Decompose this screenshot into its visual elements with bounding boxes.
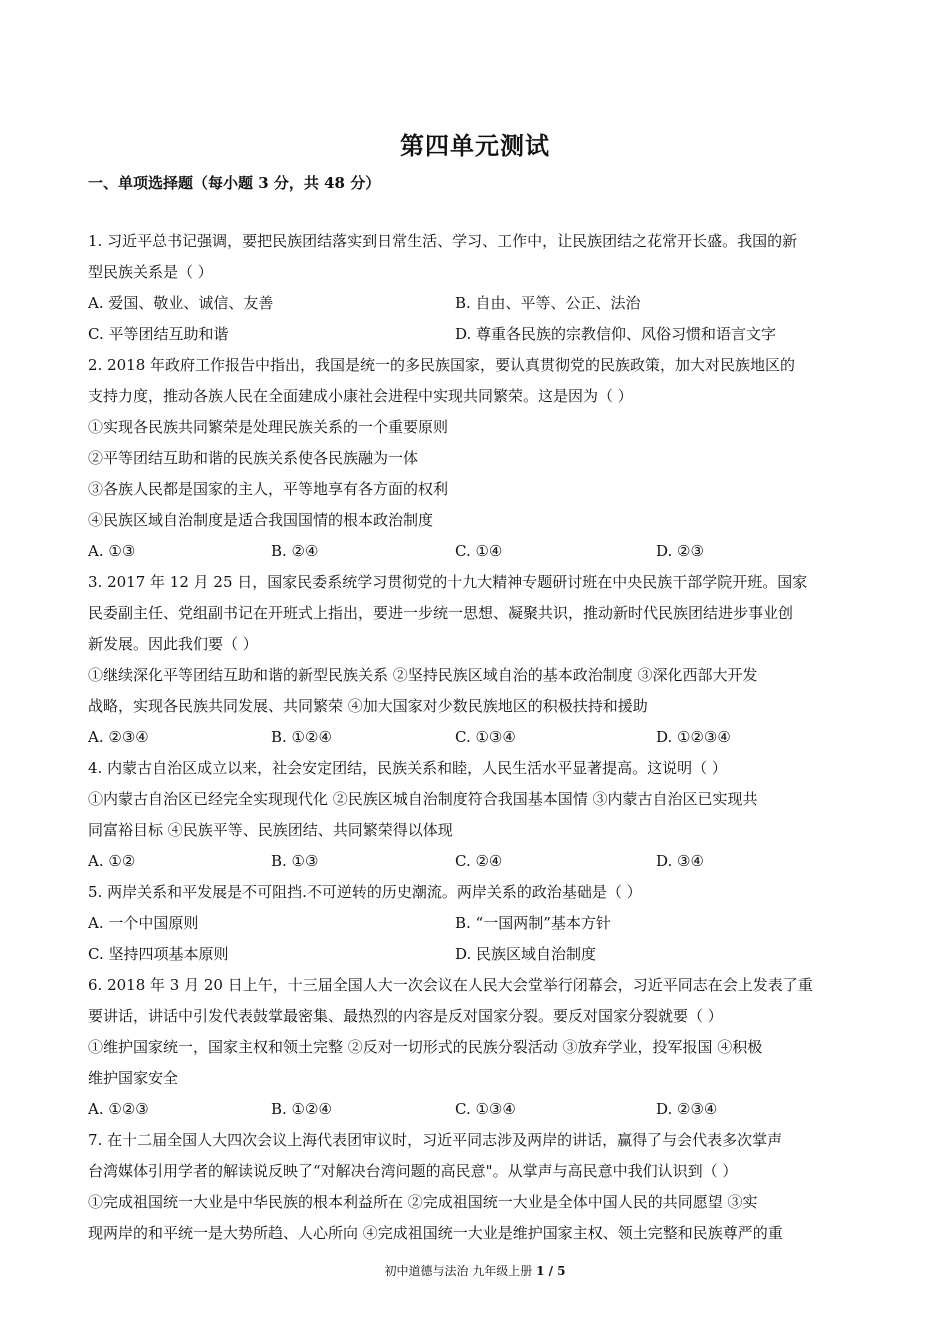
question-6-line-2: 要讲话，讲话中引发代表鼓掌最密集、最热烈的内容是反对国家分裂。要反对国家分裂就要（ ） [88, 1007, 723, 1025]
question-6-option-a: A. ①②③ [88, 1100, 149, 1118]
question-4-option-c: C. ②④ [455, 852, 503, 870]
question-5-line-1: 5. 两岸关系和平发展是不可阻挡.不可逆转的历史潮流。两岸关系的政治基础是（ ） [88, 883, 642, 901]
question-1-line-2: 型民族关系是（ ） [88, 263, 213, 281]
question-4-option-b: B. ①③ [271, 852, 319, 870]
page-title: 第四单元测试 [400, 131, 550, 160]
question-2-option-d: D. ②③ [656, 542, 704, 560]
question-7-line-4: 现两岸的和平统一是大势所趋、人心所向 ④完成祖国统一大业是维护国家主权、领土完整和民族尊严的重 [88, 1224, 783, 1242]
question-3-line-1: 3. 2017 年 12 月 25 日，国家民委系统学习贯彻党的十九大精神专题研讨班在中央民族干部学院开班。国家 [88, 573, 808, 591]
question-2-line-2: 支持力度，推动各族人民在全面建成小康社会进程中实现共同繁荣。这是因为（ ） [88, 387, 633, 405]
question-6-line-3: ①维护国家统一，国家主权和领土完整 ②反对一切形式的民族分裂活动 ③放弃学业，投军报国 ④积极 [88, 1038, 763, 1056]
question-6-line-4: 维护国家安全 [88, 1069, 179, 1087]
question-4-option-d: D. ③④ [656, 852, 704, 870]
question-4-line-1: 4. 内蒙古自治区成立以来，社会安定团结，民族关系和睦，人民生活水平显著提高。这说明（ ） [88, 759, 727, 777]
question-1-option-a: A. 爱国、敬业、诚信、友善 [88, 294, 274, 312]
question-3-line-5: 战略，实现各民族共同发展、共同繁荣 ④加大国家对少数民族地区的积极扶持和援助 [88, 697, 648, 715]
question-6-line-1: 6. 2018 年 3 月 20 日上午，十三届全国人大一次会议在人民大会堂举行闭幕会，习近平同志在会上发表了重 [88, 976, 813, 994]
question-5-option-d: D. 民族区域自治制度 [455, 945, 597, 963]
question-3-option-a: A. ②③④ [88, 728, 149, 746]
question-5-option-b: B. “一国两制”基本方针 [455, 914, 611, 932]
question-5-option-a: A. 一个中国原则 [88, 914, 199, 932]
question-3-line-2: 民委副主任、党组副书记在开班式上指出，要进一步统一思想、凝聚共识，推动新时代民族团结进步事业创 [88, 604, 794, 622]
question-1-option-c: C. 平等团结互助和谐 [88, 325, 229, 343]
question-5-option-c: C. 坚持四项基本原则 [88, 945, 229, 963]
question-7-line-3: ①完成祖国统一大业是中华民族的根本利益所在 ②完成祖国统一大业是全体中国人民的共同愿望 ③实 [88, 1193, 758, 1211]
question-4-line-3: 同富裕目标 ④民族平等、民族团结、共同繁荣得以体现 [88, 821, 453, 839]
question-3-option-b: B. ①②④ [271, 728, 332, 746]
question-1-option-b: B. 自由、平等、公正、法治 [455, 294, 641, 312]
question-2-option-c: C. ①④ [455, 542, 503, 560]
question-7-line-2: 台湾媒体引用学者的解读说反映了“对解决台湾问题的高民意"。从掌声与高民意中我们认识到（ ） [88, 1162, 738, 1180]
question-6-option-c: C. ①③④ [455, 1100, 516, 1118]
question-4-option-a: A. ①② [88, 852, 136, 870]
question-2-line-5: ③各族人民都是国家的主人，平等地享有各方面的权利 [88, 480, 449, 498]
question-3-line-4: ①继续深化平等团结互助和谐的新型民族关系 ②坚持民族区域自治的基本政治制度 ③深化西部大开发 [88, 666, 758, 684]
question-3-line-3: 新发展。因此我们要（ ） [88, 635, 258, 653]
footer-course: 初中道德与法治 九年级上册 [384, 1264, 537, 1278]
question-2-line-6: ④民族区域自治制度是适合我国国情的根本政治制度 [88, 511, 434, 529]
question-6-option-b: B. ①②④ [271, 1100, 332, 1118]
question-3-option-c: C. ①③④ [455, 728, 516, 746]
question-3-option-d: D. ①②③④ [656, 728, 731, 746]
question-2-line-3: ①实现各民族共同繁荣是处理民族关系的一个重要原则 [88, 418, 449, 436]
section-heading: 一、单项选择题（每小题 3 分，共 48 分） [88, 174, 381, 192]
page-footer [0, 1262, 950, 1279]
question-7-line-1: 7. 在十二届全国人大四次会议上海代表团审议时，习近平同志涉及两岸的讲话，赢得了与会代表多次掌声 [88, 1131, 783, 1149]
question-4-line-2: ①内蒙古自治区已经完全实现现代化 ②民族区城自治制度符合我国基本国情 ③内蒙古自治区已实现共 [88, 790, 758, 808]
question-1-option-d: D. 尊重各民族的宗教信仰、风俗习惯和语言文字 [455, 325, 777, 343]
question-6-option-d: D. ②③④ [656, 1100, 718, 1118]
question-2-line-1: 2. 2018 年政府工作报告中指出，我国是统一的多民族国家，要认真贯彻党的民族政策，加大对民族地区的 [88, 356, 796, 374]
question-2-line-4: ②平等团结互助和谐的民族关系使各民族融为一体 [88, 449, 419, 467]
question-2-option-b: B. ②④ [271, 542, 319, 560]
question-2-option-a: A. ①③ [88, 542, 136, 560]
question-1-line-1: 1. 习近平总书记强调，要把民族团结落实到日常生活、学习、工作中，让民族团结之花常开长盛。我国的新 [88, 232, 798, 250]
page-number: 1 / 5 [536, 1264, 566, 1278]
